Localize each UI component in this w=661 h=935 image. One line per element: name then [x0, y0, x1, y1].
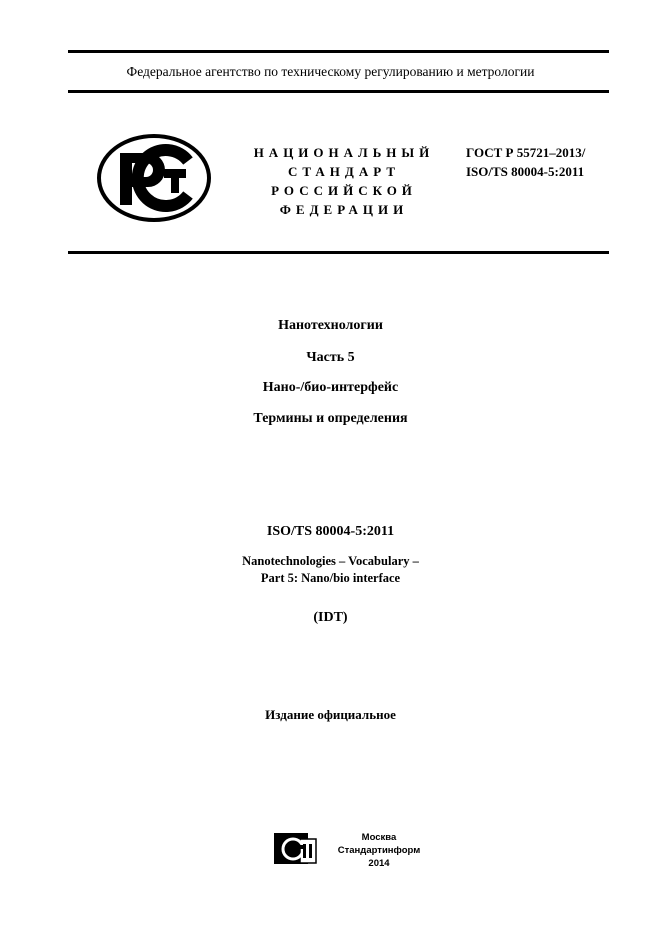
title-line-2: Часть 5: [306, 350, 355, 365]
national-line-1: НАЦИОНАЛЬНЫЙ: [253, 145, 435, 160]
publisher-city: Москва: [361, 832, 397, 843]
top-rule-2: [68, 90, 609, 93]
gost-designation: [466, 143, 585, 181]
gost-r-logo-icon: [96, 133, 212, 223]
title-line-4: Термины и определения: [253, 411, 408, 426]
idt-label: (IDT): [313, 610, 348, 625]
publisher-year: 2014: [368, 858, 390, 869]
top-rule-thick: [68, 50, 609, 53]
title-line-3: Нано-/био-интерфейс: [262, 380, 399, 395]
edition-label: Издание официальное: [265, 707, 396, 722]
iso-code: ISO/TS 80004-5:2011: [266, 524, 395, 539]
header-bottom-rule: [68, 251, 609, 254]
agency-name: Федеральное агентство по техническому регулированию и метрологии: [126, 64, 535, 79]
standartinform-logo-icon: [272, 832, 318, 866]
publisher-info: [330, 831, 428, 870]
national-standard-label: [224, 143, 464, 219]
national-line-2: СТАНДАРТ: [287, 164, 400, 179]
english-title: [0, 553, 661, 587]
national-line-3: РОССИЙСКОЙ: [271, 183, 417, 198]
english-line-1: Nanotechnologies – Vocabulary –: [242, 554, 419, 568]
english-line-2: Part 5: Nano/bio interface: [260, 571, 401, 585]
title-line-1: Нанотехнологии: [278, 318, 383, 333]
publisher-name: Стандартинформ: [337, 845, 421, 856]
national-line-4: ФЕДЕРАЦИИ: [279, 202, 409, 217]
gost-line-2: ISO/TS 80004-5:2011: [466, 164, 585, 179]
gost-line-1: ГОСТ Р 55721–2013/: [466, 145, 586, 160]
